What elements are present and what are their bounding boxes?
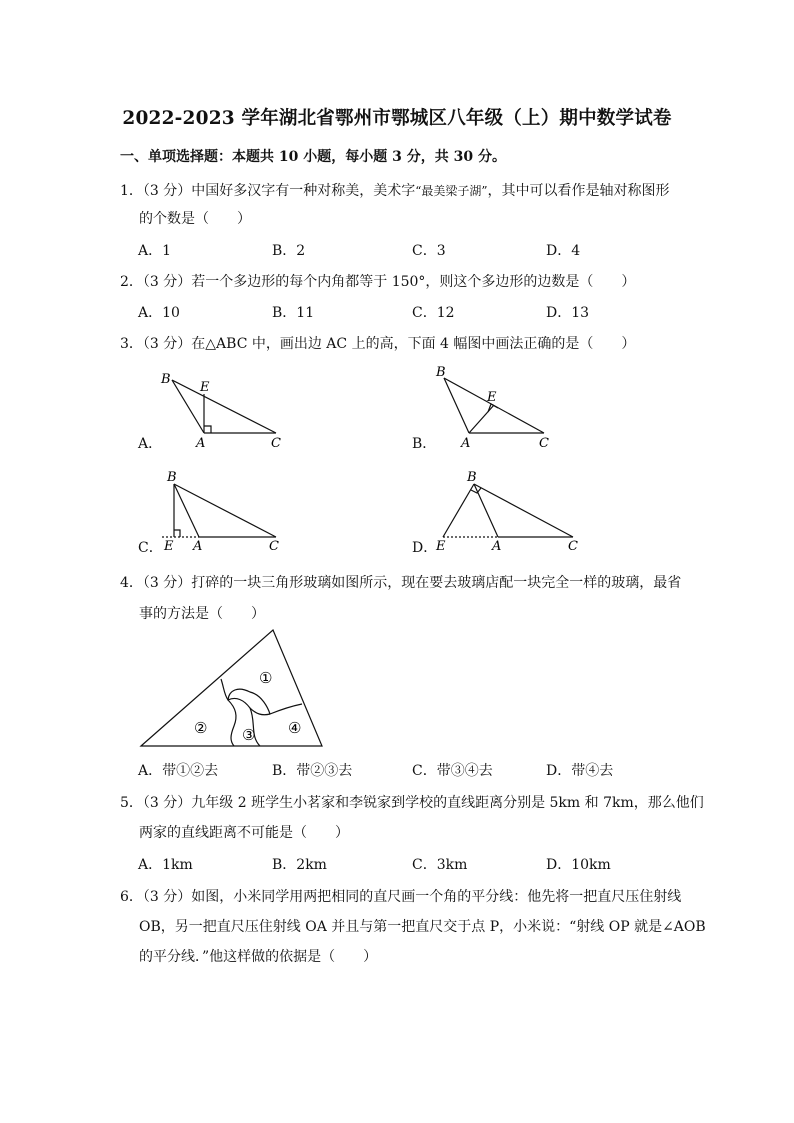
option-c[interactable]: C．3km: [412, 857, 468, 873]
option-a[interactable]: A．1: [138, 243, 172, 259]
piece-label-2: ②: [194, 719, 208, 737]
option-a[interactable]: A．带①②去: [138, 763, 219, 779]
point-label-e: E: [200, 380, 210, 395]
point-label-e: E: [164, 539, 174, 554]
point-label-b: B: [161, 372, 171, 387]
option-a[interactable]: A．10: [138, 305, 180, 321]
triangle-figure-d: [443, 484, 573, 537]
point-label-b: B: [436, 365, 446, 380]
question-3-line-1: 3．（3 分）在△ABC 中，画出边 AC 上的高，下面 4 幅图中画法正确的是（ ）: [120, 336, 636, 352]
figure-label-d: D．: [412, 540, 438, 556]
question-6-line-3: 的平分线．”他这样做的依据是（ ）: [139, 949, 378, 965]
figure-label-a: A．: [138, 436, 163, 452]
option-d[interactable]: D．13: [546, 305, 590, 321]
option-d[interactable]: D．10km: [546, 857, 611, 873]
point-label-c: C: [271, 436, 281, 451]
question-4-line-1: 4．（3 分）打碎的一块三角形玻璃如图所示，现在要去玻璃店配一块完全一样的玻璃，最省: [120, 575, 682, 591]
paper-title: 2022-2023 学年湖北省鄂州市鄂城区八年级（上）期中数学试卷: [122, 108, 672, 129]
point-label-e: E: [436, 539, 446, 554]
point-label-c: C: [269, 539, 279, 554]
question-4-line-2: 事的方法是（ ）: [139, 606, 265, 622]
question-1-line-1: 1．（3 分）中国好多汉字有一种对称美，美术字“最美梁子湖”，其中可以看作是轴对称图形: [120, 183, 670, 199]
option-c[interactable]: C．3: [412, 243, 446, 259]
broken-glass-figure: [141, 630, 322, 746]
question-1-line-2: 的个数是（ ）: [139, 211, 251, 227]
point-label-a: A: [492, 539, 502, 554]
point-label-a: A: [193, 539, 203, 554]
figure-label-c: C．: [138, 540, 163, 556]
piece-label-1: ①: [259, 669, 273, 687]
question-6-line-2: OB，另一把直尺压住射线 OA 并且与第一把直尺交于点 P，小米说：“射线 OP 就是∠AOB: [139, 919, 706, 935]
option-b[interactable]: B．2: [272, 243, 306, 259]
triangle-figure-b: [444, 378, 544, 433]
option-c[interactable]: C．12: [412, 305, 455, 321]
point-label-c: C: [539, 436, 549, 451]
point-label-b: B: [167, 470, 177, 485]
option-d[interactable]: D．4: [546, 243, 581, 259]
figure-label-b: B．: [412, 436, 437, 452]
piece-label-3: ③: [242, 726, 256, 744]
question-5-line-2: 两家的直线距离不可能是（ ）: [139, 825, 349, 841]
option-a[interactable]: A．1km: [138, 857, 193, 873]
option-b[interactable]: B．带②③去: [272, 763, 353, 779]
triangle-figure-a: [172, 380, 276, 433]
point-label-a: A: [461, 436, 471, 451]
question-2-line-1: 2．（3 分）若一个多边形的每个内角都等于 150°，则这个多边形的边数是（ ）: [120, 274, 636, 290]
point-label-e: E: [487, 390, 497, 405]
option-c[interactable]: C．带③④去: [412, 763, 493, 779]
option-d[interactable]: D．带④去: [546, 763, 614, 779]
option-b[interactable]: B．11: [272, 305, 315, 321]
question-5-line-1: 5．（3 分）九年级 2 班学生小茗家和李锐家到学校的直线距离分别是 5km 和 7km，那么他们: [120, 795, 704, 811]
option-b[interactable]: B．2km: [272, 857, 327, 873]
point-label-c: C: [568, 539, 578, 554]
piece-label-4: ④: [288, 719, 302, 737]
point-label-b: B: [467, 470, 477, 485]
section-heading: 一、单项选择题：本题共 10 小题，每小题 3 分，共 30 分。: [120, 149, 506, 165]
point-label-a: A: [196, 436, 206, 451]
art-text: “最美梁子湖”: [415, 184, 488, 198]
question-6-line-1: 6．（3 分）如图，小米同学用两把相同的直尺画一个角的平分线：他先将一把直尺压住射线: [120, 889, 682, 905]
triangle-figure-c: [162, 484, 276, 537]
